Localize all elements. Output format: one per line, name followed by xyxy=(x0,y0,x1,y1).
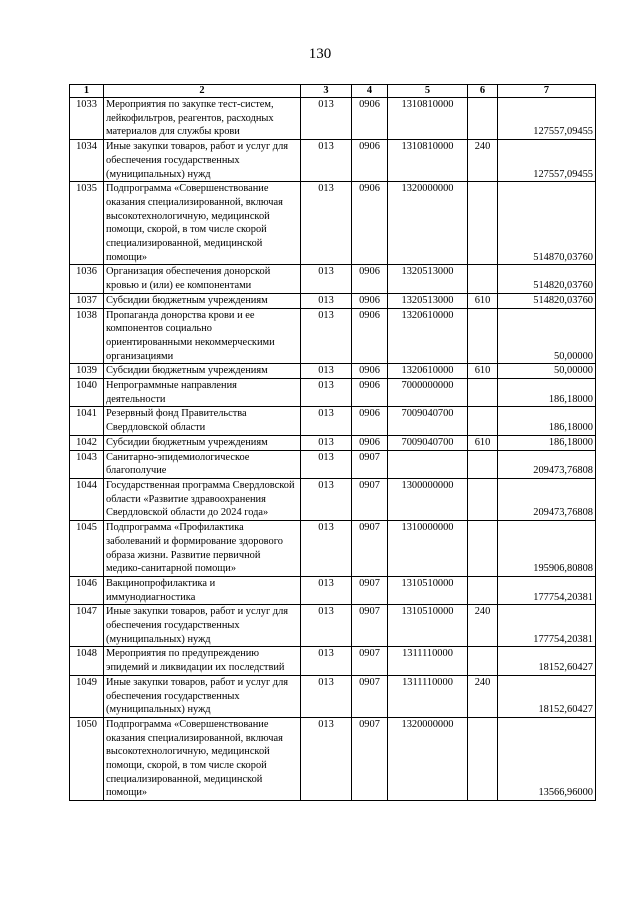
expense-type-cell xyxy=(468,647,498,675)
section-code-cell: 0906 xyxy=(352,182,388,265)
expense-type-cell xyxy=(468,576,498,604)
table-row xyxy=(70,364,596,379)
table-header-row xyxy=(70,85,596,98)
expense-type-cell xyxy=(468,308,498,364)
header-col-6: 6 xyxy=(468,85,498,98)
ministry-code-cell: 013 xyxy=(301,364,352,379)
section-code-cell: 0907 xyxy=(352,450,388,478)
row-number-cell: 1044 xyxy=(70,478,104,520)
ministry-code-cell: 013 xyxy=(301,717,352,800)
table-row xyxy=(70,140,596,182)
section-code-cell: 0906 xyxy=(352,98,388,140)
item-name-cell: Подпрограмма «Совершенствование оказания специализированной, включая высокотехнологичную, медицинской помощи, скорой, в том числе скорой специализированной, медицинской помощи» xyxy=(104,182,301,265)
ministry-code-cell: 013 xyxy=(301,98,352,140)
section-code-cell: 0907 xyxy=(352,478,388,520)
amount-cell: 209473,76808 xyxy=(498,450,596,478)
target-code-cell: 1310510000 xyxy=(388,576,468,604)
target-code-cell: 1320610000 xyxy=(388,364,468,379)
ministry-code-cell: 013 xyxy=(301,140,352,182)
row-number-cell: 1048 xyxy=(70,647,104,675)
expense-type-cell xyxy=(468,450,498,478)
amount-cell: 13566,96000 xyxy=(498,717,596,800)
target-code-cell: 1311110000 xyxy=(388,675,468,717)
amount-cell: 195906,80808 xyxy=(498,521,596,577)
ministry-code-cell: 013 xyxy=(301,265,352,293)
amount-cell: 177754,20381 xyxy=(498,576,596,604)
expense-type-cell xyxy=(468,182,498,265)
target-code-cell: 7009040700 xyxy=(388,435,468,450)
amount-cell: 514870,03760 xyxy=(498,182,596,265)
section-code-cell: 0906 xyxy=(352,407,388,435)
item-name-cell: Подпрограмма «Совершенствование оказания специализированной, включая высокотехнологичную, медицинской помощи, скорой, в том числе скорой специализированной, медицинской помощи» xyxy=(104,717,301,800)
header-col-5: 5 xyxy=(388,85,468,98)
ministry-code-cell: 013 xyxy=(301,308,352,364)
row-number-cell: 1038 xyxy=(70,308,104,364)
section-code-cell: 0907 xyxy=(352,647,388,675)
section-code-cell: 0906 xyxy=(352,379,388,407)
expense-type-cell xyxy=(468,379,498,407)
target-code-cell: 1320610000 xyxy=(388,308,468,364)
row-number-cell: 1040 xyxy=(70,379,104,407)
item-name-cell: Подпрограмма «Профилактика заболеваний и формирование здорового образа жизни. Развитие первичной медико-санитарной помощи» xyxy=(104,521,301,577)
expense-type-cell: 240 xyxy=(468,675,498,717)
expense-type-cell: 240 xyxy=(468,140,498,182)
target-code-cell: 7000000000 xyxy=(388,379,468,407)
ministry-code-cell: 013 xyxy=(301,182,352,265)
amount-cell: 18152,60427 xyxy=(498,647,596,675)
expense-type-cell xyxy=(468,717,498,800)
target-code-cell: 1320513000 xyxy=(388,265,468,293)
table-row xyxy=(70,647,596,675)
amount-cell: 18152,60427 xyxy=(498,675,596,717)
item-name-cell: Иные закупки товаров, работ и услуг для обеспечения государственных (муниципальных) нужд xyxy=(104,140,301,182)
item-name-cell: Субсидии бюджетным учреждениям xyxy=(104,293,301,308)
ministry-code-cell: 013 xyxy=(301,435,352,450)
item-name-cell: Субсидии бюджетным учреждениям xyxy=(104,435,301,450)
amount-cell: 50,00000 xyxy=(498,364,596,379)
target-code-cell: 1320513000 xyxy=(388,293,468,308)
item-name-cell: Вакцинопрофилактика и иммунодиагностика xyxy=(104,576,301,604)
header-col-2: 2 xyxy=(104,85,301,98)
row-number-cell: 1047 xyxy=(70,605,104,647)
row-number-cell: 1045 xyxy=(70,521,104,577)
table-row xyxy=(70,675,596,717)
row-number-cell: 1043 xyxy=(70,450,104,478)
amount-cell: 209473,76808 xyxy=(498,478,596,520)
amount-cell: 186,18000 xyxy=(498,407,596,435)
page-number: 130 xyxy=(308,46,332,62)
table-row xyxy=(70,407,596,435)
section-code-cell: 0906 xyxy=(352,364,388,379)
target-code-cell: 1310810000 xyxy=(388,140,468,182)
table-row xyxy=(70,478,596,520)
item-name-cell: Санитарно-эпидемиологическое благополучие xyxy=(104,450,301,478)
expense-type-cell xyxy=(468,478,498,520)
amount-cell: 127557,09455 xyxy=(498,140,596,182)
ministry-code-cell: 013 xyxy=(301,293,352,308)
table-row xyxy=(70,265,596,293)
table-row xyxy=(70,308,596,364)
header-col-3: 3 xyxy=(301,85,352,98)
section-code-cell: 0907 xyxy=(352,521,388,577)
table-row xyxy=(70,717,596,800)
budget-table xyxy=(69,84,596,801)
amount-cell: 186,18000 xyxy=(498,435,596,450)
target-code-cell: 1310510000 xyxy=(388,605,468,647)
target-code-cell xyxy=(388,450,468,478)
row-number-cell: 1035 xyxy=(70,182,104,265)
amount-cell: 186,18000 xyxy=(498,379,596,407)
row-number-cell: 1042 xyxy=(70,435,104,450)
header-col-4: 4 xyxy=(352,85,388,98)
amount-cell: 514820,03760 xyxy=(498,265,596,293)
expense-type-cell xyxy=(468,407,498,435)
table-row xyxy=(70,605,596,647)
target-code-cell: 7009040700 xyxy=(388,407,468,435)
table-body xyxy=(70,98,596,801)
item-name-cell: Государственная программа Свердловской области «Развитие здравоохранения Свердловской области до 2024 года» xyxy=(104,478,301,520)
table-row xyxy=(70,182,596,265)
section-code-cell: 0906 xyxy=(352,140,388,182)
section-code-cell: 0907 xyxy=(352,605,388,647)
expense-type-cell: 240 xyxy=(468,605,498,647)
amount-cell: 50,00000 xyxy=(498,308,596,364)
row-number-cell: 1034 xyxy=(70,140,104,182)
expense-type-cell xyxy=(468,98,498,140)
section-code-cell: 0907 xyxy=(352,576,388,604)
item-name-cell: Мероприятия по закупке тест-систем, лейкофильтров, реагентов, расходных материалов для службы крови xyxy=(104,98,301,140)
expense-type-cell xyxy=(468,521,498,577)
table-row xyxy=(70,98,596,140)
row-number-cell: 1033 xyxy=(70,98,104,140)
amount-cell: 177754,20381 xyxy=(498,605,596,647)
section-code-cell: 0906 xyxy=(352,308,388,364)
target-code-cell: 1310810000 xyxy=(388,98,468,140)
item-name-cell: Пропаганда донорства крови и ее компонентов социально ориентированными некоммерческими организациями xyxy=(104,308,301,364)
table-row xyxy=(70,293,596,308)
ministry-code-cell: 013 xyxy=(301,576,352,604)
row-number-cell: 1041 xyxy=(70,407,104,435)
expense-type-cell xyxy=(468,265,498,293)
row-number-cell: 1049 xyxy=(70,675,104,717)
row-number-cell: 1036 xyxy=(70,265,104,293)
item-name-cell: Резервный фонд Правительства Свердловской области xyxy=(104,407,301,435)
table-row xyxy=(70,435,596,450)
table-row xyxy=(70,379,596,407)
item-name-cell: Иные закупки товаров, работ и услуг для обеспечения государственных (муниципальных) нужд xyxy=(104,675,301,717)
item-name-cell: Непрограммные направления деятельности xyxy=(104,379,301,407)
table-row xyxy=(70,521,596,577)
item-name-cell: Мероприятия по предупреждению эпидемий и ликвидации их последствий xyxy=(104,647,301,675)
row-number-cell: 1037 xyxy=(70,293,104,308)
section-code-cell: 0906 xyxy=(352,435,388,450)
ministry-code-cell: 013 xyxy=(301,450,352,478)
section-code-cell: 0907 xyxy=(352,717,388,800)
ministry-code-cell: 013 xyxy=(301,407,352,435)
item-name-cell: Иные закупки товаров, работ и услуг для обеспечения государственных (муниципальных) нужд xyxy=(104,605,301,647)
amount-cell: 127557,09455 xyxy=(498,98,596,140)
item-name-cell: Организация обеспечения донорской кровью и (или) ее компонентами xyxy=(104,265,301,293)
amount-cell: 514820,03760 xyxy=(498,293,596,308)
expense-type-cell: 610 xyxy=(468,293,498,308)
target-code-cell: 1300000000 xyxy=(388,478,468,520)
ministry-code-cell: 013 xyxy=(301,379,352,407)
expense-type-cell: 610 xyxy=(468,435,498,450)
item-name-cell: Субсидии бюджетным учреждениям xyxy=(104,364,301,379)
ministry-code-cell: 013 xyxy=(301,478,352,520)
table-row xyxy=(70,576,596,604)
header-col-1: 1 xyxy=(70,85,104,98)
target-code-cell: 1320000000 xyxy=(388,717,468,800)
target-code-cell: 1320000000 xyxy=(388,182,468,265)
ministry-code-cell: 013 xyxy=(301,605,352,647)
table-row xyxy=(70,450,596,478)
row-number-cell: 1039 xyxy=(70,364,104,379)
row-number-cell: 1046 xyxy=(70,576,104,604)
ministry-code-cell: 013 xyxy=(301,675,352,717)
ministry-code-cell: 013 xyxy=(301,521,352,577)
section-code-cell: 0907 xyxy=(352,675,388,717)
section-code-cell: 0906 xyxy=(352,265,388,293)
section-code-cell: 0906 xyxy=(352,293,388,308)
expense-type-cell: 610 xyxy=(468,364,498,379)
target-code-cell: 1310000000 xyxy=(388,521,468,577)
row-number-cell: 1050 xyxy=(70,717,104,800)
ministry-code-cell: 013 xyxy=(301,647,352,675)
header-col-7: 7 xyxy=(498,85,596,98)
target-code-cell: 1311110000 xyxy=(388,647,468,675)
